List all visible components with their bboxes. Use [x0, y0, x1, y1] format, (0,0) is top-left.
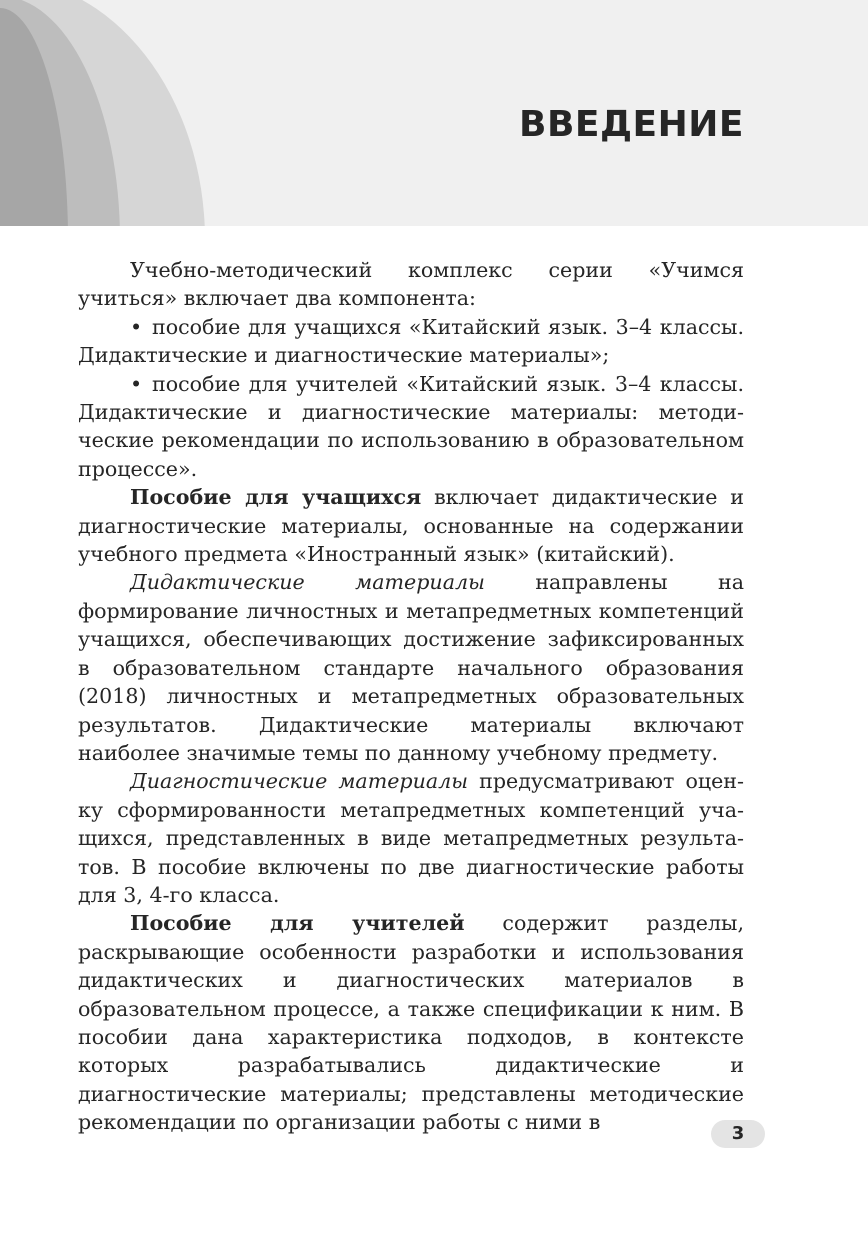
intro-paragraph: Учебно-методический комплекс серии «Учимся учиться» включает два компонента:	[78, 258, 744, 311]
bullet-text: пособие для учащихся «Китайский язык. 3–4 классы. Дидактические и диагностические материалы»;	[78, 314, 744, 368]
page-title: ВВЕДЕНИЕ	[519, 104, 744, 145]
diagnostic-text: предусматривают оценку сформированности метапредметных компетенций учащихся, представленных в виде метапредметных результатов. В пособие включены по две диагностические работы для 3, 4-го класса.	[78, 769, 744, 907]
teachers-book-paragraph	[78, 909, 744, 1136]
diagnostic-lead: Диагностические материалы	[130, 769, 469, 794]
page-number-badge: 3	[711, 1120, 765, 1148]
bullet-item	[78, 370, 744, 484]
diagnostic-paragraph	[78, 767, 744, 909]
body-text	[78, 256, 744, 1137]
didactic-lead: Дидактические материалы	[130, 570, 485, 595]
bullet-icon: •	[130, 371, 143, 396]
bullet-icon: •	[130, 314, 143, 339]
students-book-text: включает дидактические и диагностические материалы, основанные на содержании учебного предмета «Иностранный язык» (китайский).	[78, 485, 744, 567]
teachers-book-text: содержит разделы, раскрывающие особенности разработки и использования дидактических и диагностических материалов в образовательном процессе, а также спецификации к ним. В пособии дана характеристика подходов, в контексте которых разрабатывались дидактические и диагностические материалы; представлены методические рекомендации по организации работы с ними в	[78, 911, 744, 1135]
chapter-header-band	[0, 0, 868, 226]
didactic-paragraph	[78, 568, 744, 767]
students-book-lead: Пособие для учащихся	[130, 485, 422, 510]
bullet-item	[78, 313, 744, 370]
bullet-text: пособие для учителей «Китайский язык. 3–4 классы. Дидактические и диагностические материалы: методические рекомендации по использованию в образовательном процессе».	[78, 371, 744, 481]
teachers-book-lead: Пособие для учителей	[130, 911, 465, 936]
didactic-text: направлены на формирование личностных и метапредметных компетенций учащихся, обеспечивающих достижение зафиксированных в образовательном стандарте начального образования (2018) личностных и метапредметных образовательных результатов. Дидактические материалы включают наиболее значимые темы по данному учебному предмету.	[78, 570, 744, 765]
students-book-paragraph	[78, 483, 744, 568]
